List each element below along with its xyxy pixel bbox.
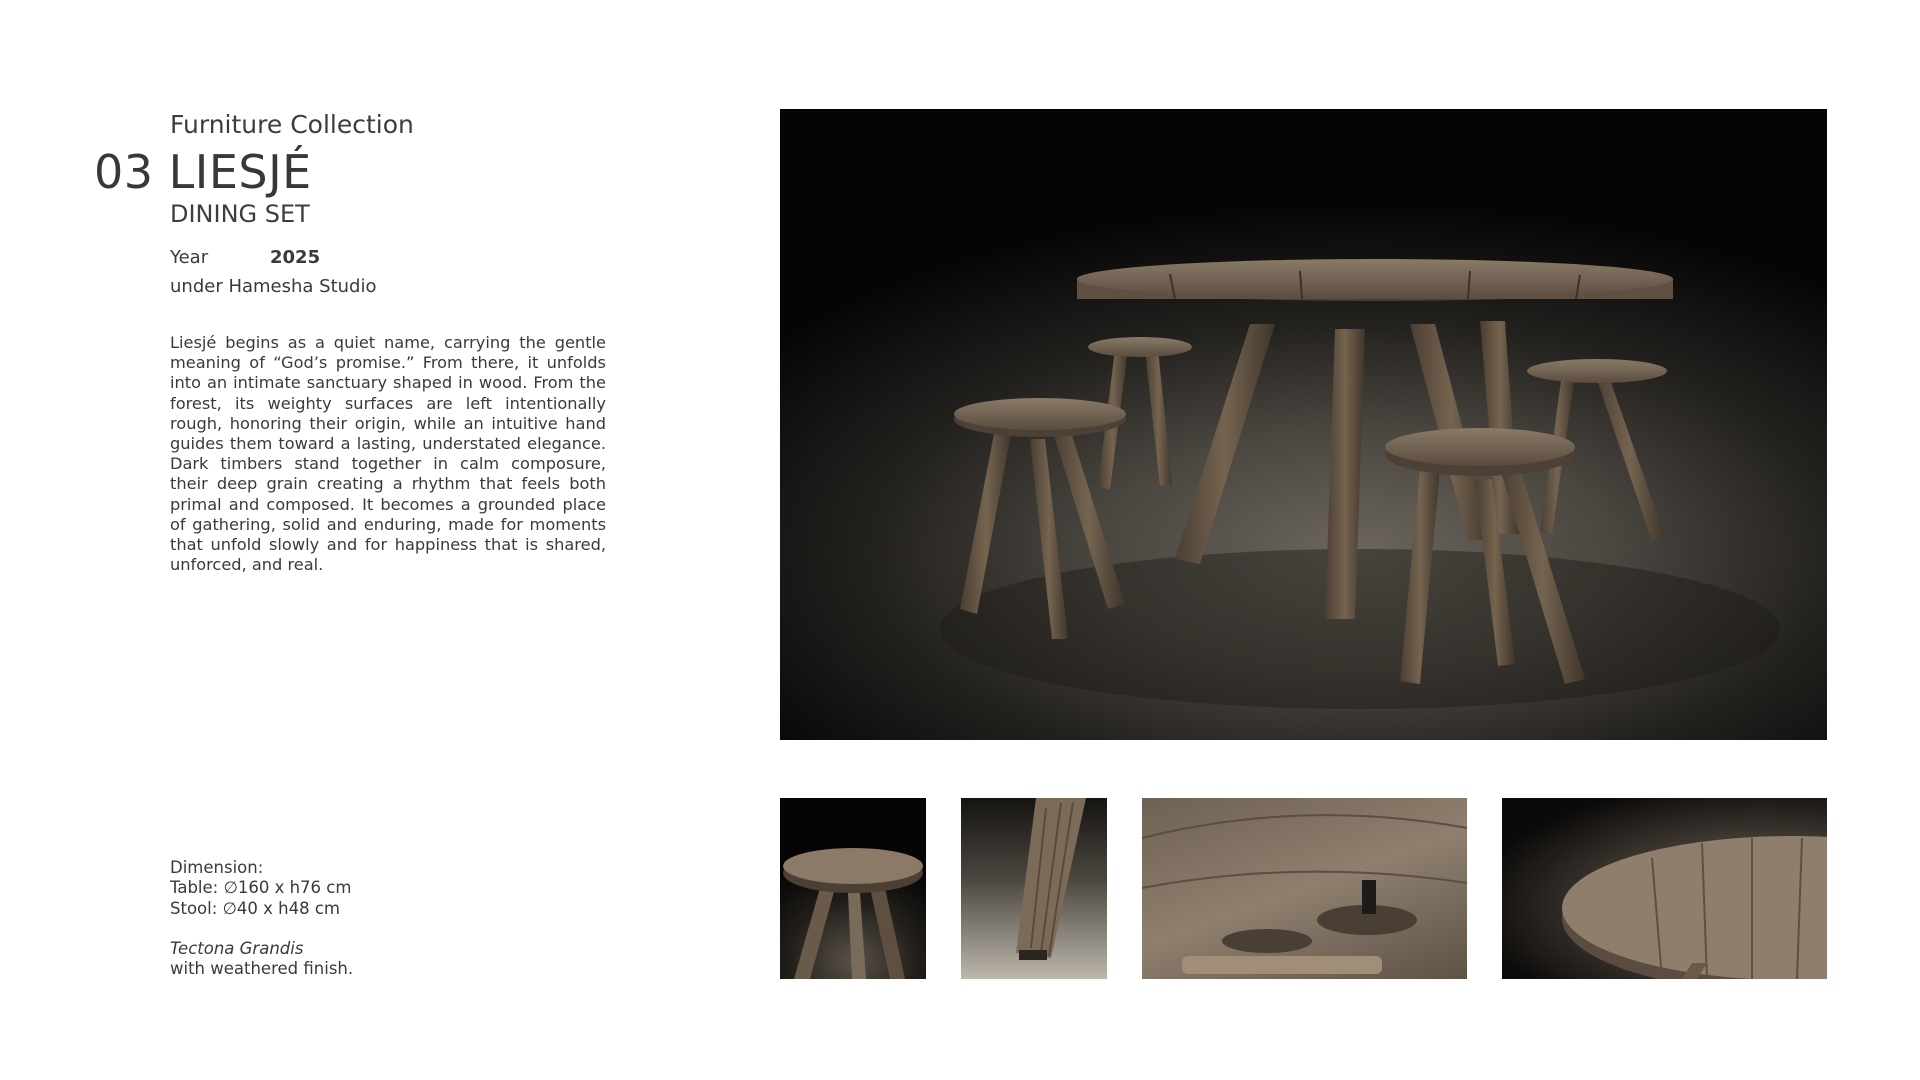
main-product-photo	[780, 109, 1827, 740]
stool-detail-photo	[780, 798, 926, 979]
table-dimension: Table: ∅160 x h76 cm	[170, 878, 352, 898]
leg-illustration	[961, 798, 1107, 979]
year-row	[170, 245, 320, 271]
underside-illustration	[1142, 798, 1467, 979]
spacer	[170, 919, 353, 939]
year-label: Year	[170, 247, 209, 268]
product-description: Liesjé begins as a quiet name, carrying the gentle meaning of “God’s promise.” From there, it unfolds into an intimate sanctuary shaped in wood. From the forest, its weighty surfaces are left intentionally rough, honoring their origin, while an intuitive hand guides them toward a lasting, understated elegance. Dark timbers stand together in calm composure, their deep grain creating a rhythm that feels both primal and composed. It becomes a grounded place of gathering, solid and enduring, made for moments that unfold slowly and for happiness that is shared, unforced, and real.	[170, 333, 606, 575]
leg-detail-photo	[961, 798, 1107, 979]
tabletop-detail-photo	[1502, 798, 1827, 979]
collection-label: Furniture Collection	[170, 110, 414, 139]
material-finish: with weathered finish.	[170, 959, 354, 979]
studio-credit: under Hamesha Studio	[170, 276, 377, 297]
product-subtitle: DINING SET	[170, 200, 310, 228]
year-value: 2025	[270, 247, 321, 268]
dining-set-illustration	[780, 109, 1827, 740]
material-name: Tectona Grandis	[170, 939, 304, 959]
specifications	[170, 858, 353, 980]
underside-detail-photo	[1142, 798, 1467, 979]
product-title: 03 LIESJÉ	[94, 145, 312, 199]
stool-illustration	[780, 798, 926, 979]
tabletop-illustration	[1502, 798, 1827, 979]
stool-dimension: Stool: ∅40 x h48 cm	[170, 898, 340, 918]
dimension-label: Dimension:	[170, 858, 264, 877]
